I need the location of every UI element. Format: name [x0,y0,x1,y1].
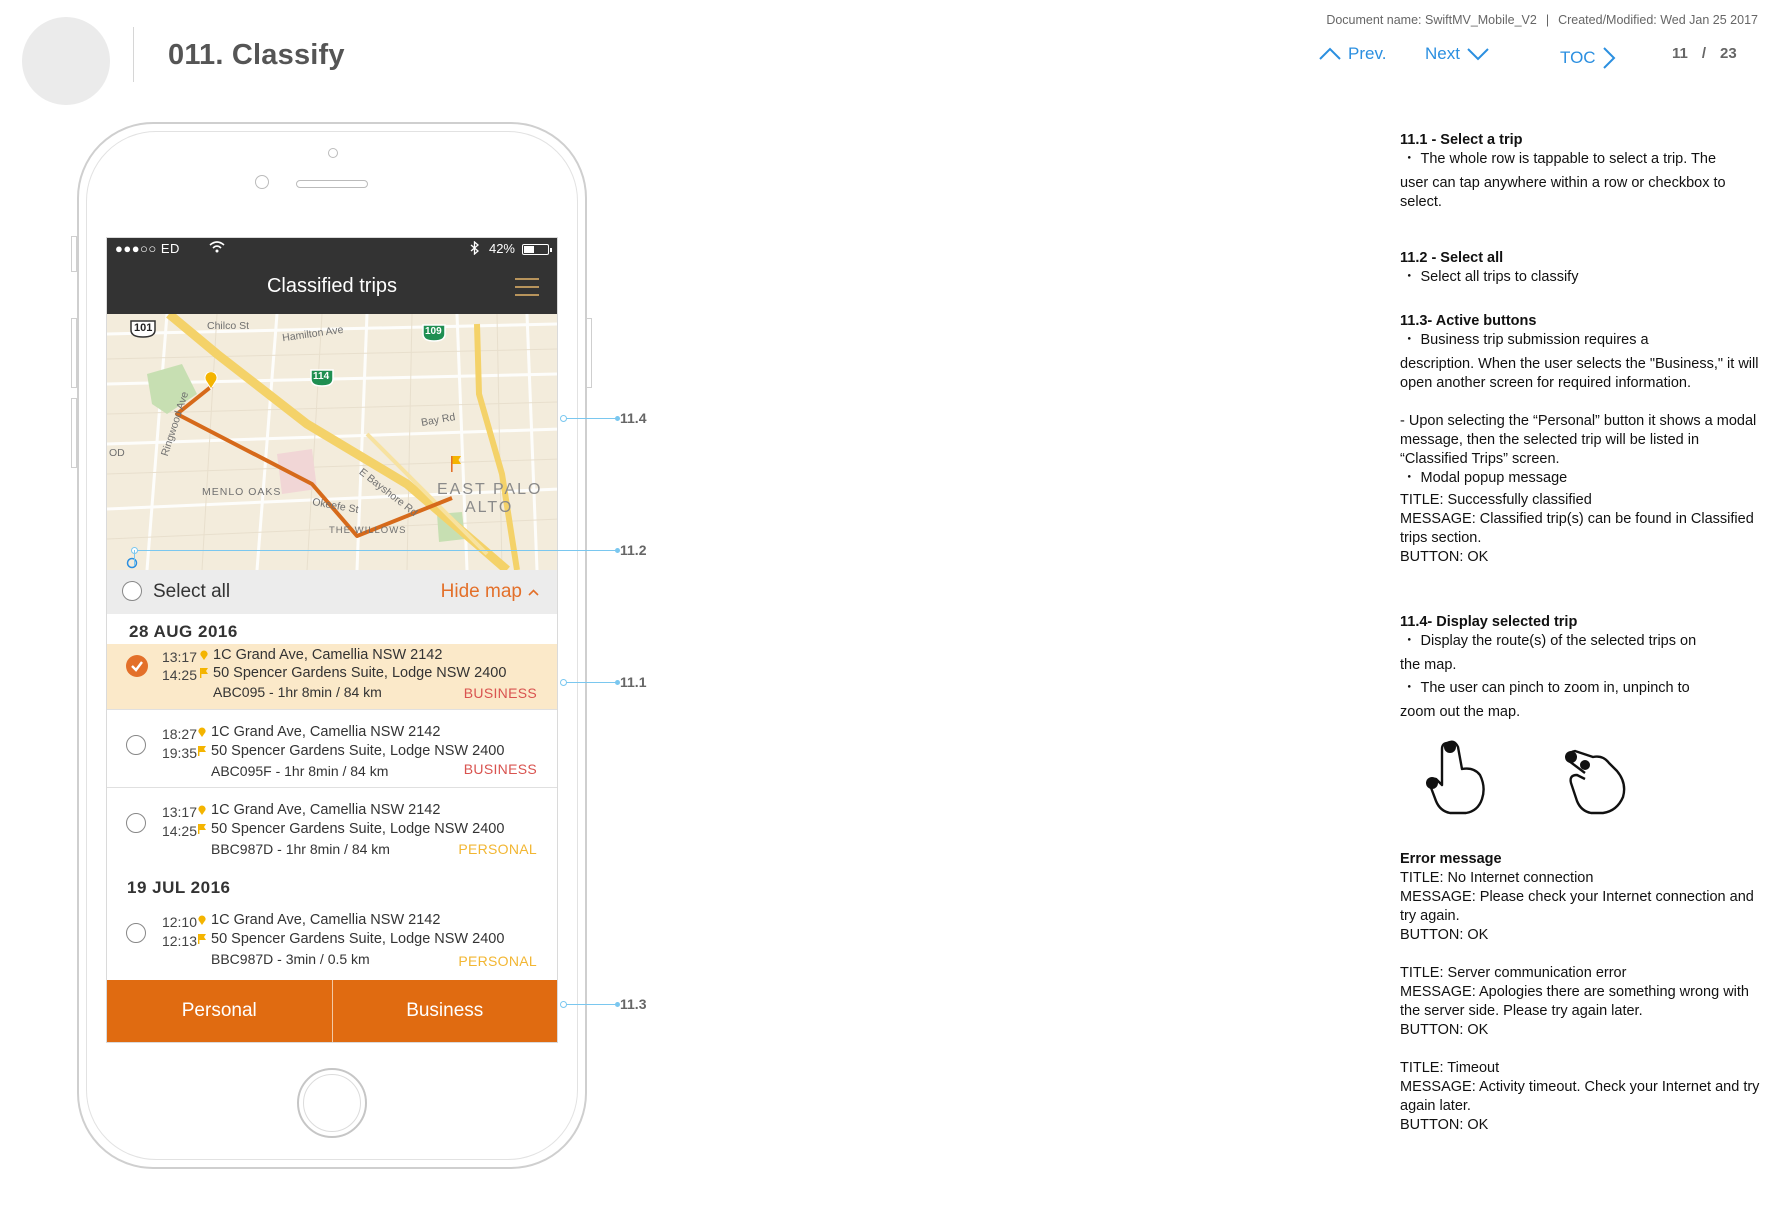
hamburger-menu-icon[interactable] [515,278,539,296]
note-text: BUTTON: OK [1400,1117,1489,1133]
callout-line-11-2 [134,550,617,551]
note-text: MESSAGE: Activity timeout. Check your Internet and try again later. [1400,1079,1760,1114]
header-divider [133,27,134,82]
note-text: the map. [1400,657,1457,673]
select-all-bar[interactable] [107,570,557,614]
street-label: Chilco St [207,320,250,332]
street-label: Hamilton Ave [281,323,345,345]
document-meta [1326,13,1758,27]
trip-row[interactable] [107,788,557,866]
trip-start-time: 18:27 [161,726,197,742]
pinch-zoom-out-gesture-icon [1555,735,1635,817]
note-text: BUTTON: OK [1400,927,1489,943]
note-bullet: ・ The user can pinch to zoom in, unpinch to [1400,679,1760,698]
neighborhood-label: MENLO OAKS [202,486,282,498]
trip-to-address: 50 Spencer Gardens Suite, Lodge NSW 2400 [213,665,507,681]
trip-from-address: 1C Grand Ave, Camellia NSW 2142 [211,802,441,818]
page-counter [1672,45,1737,62]
note-text: TITLE: Timeout [1400,1060,1500,1076]
note-bullet: ・ Modal popup message [1400,469,1760,488]
start-pin-icon [204,372,218,390]
chevron-down-icon [1466,47,1490,61]
note-bullet: ・ Select all trips to classify [1400,268,1760,287]
next-label: Next [1425,44,1460,63]
end-flag-icon [199,668,209,678]
note-11-3 [1400,312,1760,567]
carrier-signal: ●●●○○ ED [115,241,180,256]
note-text: MESSAGE: Please check your Internet connection and try again. [1400,889,1754,924]
status-bar [107,238,557,260]
note-bullet: ・ Display the route(s) of the selected trips on [1400,632,1760,651]
note-11-2 [1400,249,1760,287]
home-button[interactable] [297,1068,367,1138]
prev-label: Prev. [1348,44,1387,63]
page-total: 23 [1720,45,1737,62]
trip-end-time: 12:13 [161,933,197,949]
note-text: TITLE: Successfully classified [1400,492,1592,508]
volume-up-button [71,318,77,388]
page-title: 011. Classify [168,39,345,71]
chevron-up-icon [1318,47,1342,61]
select-all-label: Select all [153,581,231,602]
chevron-up-icon [528,589,539,596]
end-flag-icon [197,746,207,756]
next-link[interactable] [1425,44,1490,64]
street-label: Okeefe St [311,496,360,516]
trip-from-address: 1C Grand Ave, Camellia NSW 2142 [211,912,441,928]
toc-label: TOC [1560,48,1596,67]
trip-end-time: 19:35 [161,745,197,761]
trip-end-time: 14:25 [161,667,197,683]
meta-separator: | [1545,13,1550,27]
street-label: E Bayshore Rd [356,466,420,519]
location-marker-icon [126,557,138,569]
trip-row[interactable] [107,898,557,974]
trip-start-time: 13:17 [161,804,197,820]
start-pin-icon [197,805,207,815]
bluetooth-icon [470,241,479,258]
front-camera [255,175,269,189]
note-title: 11.1 - Select a trip [1400,132,1523,148]
page-slash: / [1701,45,1707,62]
earpiece-speaker [296,180,368,188]
hide-map-button[interactable] [441,581,539,603]
trip-category-badge: PERSONAL [458,953,537,969]
business-button[interactable]: Business [332,980,558,1042]
toc-link[interactable] [1560,46,1616,70]
note-text: TITLE: No Internet connection [1400,870,1594,886]
note-title: 11.2 - Select all [1400,250,1504,266]
note-text: MESSAGE: Classified trip(s) can be found in Classified trips section. [1400,511,1754,546]
note-text: zoom out the map. [1400,704,1521,720]
battery-percent: 42% [488,241,515,256]
trip-checkbox[interactable] [126,735,146,755]
chevron-right-icon [1602,46,1616,70]
note-title: Error message [1400,851,1502,867]
trip-row[interactable] [107,644,557,710]
trip-start-time: 13:17 [161,649,197,665]
shield-114-label: 114 [313,371,330,382]
date-header: 28 AUG 2016 [129,622,238,641]
end-flag-icon [197,934,207,944]
street-label: Bay Rd [420,411,457,429]
trip-meta: ABC095 - 1hr 8min / 84 km [213,684,382,700]
note-11-4 [1400,613,1760,722]
prev-link[interactable] [1318,44,1386,64]
trip-meta: BBC987D - 3min / 0.5 km [211,951,370,967]
note-text: description. When the user selects the "Business," it will open another screen for required information. [1400,356,1759,391]
note-bullet: ・ Business trip submission requires a [1400,331,1760,350]
page-current: 11 [1672,45,1688,62]
trip-map[interactable] [107,314,557,570]
callout-label-11-3: 11.3 [620,996,647,1012]
note-text: user can tap anywhere within a row or checkbox to select. [1400,175,1726,210]
end-flag-icon [449,455,463,473]
volume-down-button [71,398,77,468]
document-name: Document name: SwiftMV_Mobile_V2 [1326,13,1537,27]
note-bullet: ・ The whole row is tappable to select a trip. The [1400,150,1760,169]
trip-meta: ABC095F - 1hr 8min / 84 km [211,763,389,779]
callout-line-11-4 [563,418,617,419]
trip-category-badge: BUSINESS [463,761,537,777]
city-label: ALTO [465,499,514,516]
trip-to-address: 50 Spencer Gardens Suite, Lodge NSW 2400 [211,931,505,947]
app-title: Classified trips [266,275,398,297]
note-11-1 [1400,131,1760,212]
neighborhood-label: THE WILLOWS [329,525,407,536]
logo-placeholder [22,17,110,105]
trip-to-address: 50 Spencer Gardens Suite, Lodge NSW 2400 [211,743,505,759]
callout-line-11-1 [563,682,617,683]
start-pin-icon [197,915,207,925]
checkmark-icon [126,655,148,677]
start-pin-icon [197,727,207,737]
callout-line-11-3 [563,1004,617,1005]
date-header: 19 JUL 2016 [127,878,231,897]
trip-start-time: 12:10 [161,914,197,930]
checked-checkbox[interactable] [126,655,148,677]
hide-map-label: Hide map [440,581,522,602]
trip-category-badge: BUSINESS [463,685,537,701]
note-text: MESSAGE: Apologies there are something wrong with the server side. Please try again later. [1400,984,1749,1019]
personal-button[interactable]: Personal [181,1000,257,1021]
trip-checkbox[interactable] [126,923,146,943]
street-label: Ringwood Ave [159,390,192,458]
note-text: TITLE: Server communication error [1400,965,1627,981]
neighborhood-label: OD [109,447,125,459]
callout-label-11-2: 11.2 [620,542,647,558]
pinch-zoom-in-gesture-icon [1420,735,1490,817]
note-text: BUTTON: OK [1400,549,1489,565]
mute-switch [71,236,77,272]
trip-checkbox[interactable] [126,813,146,833]
start-pin-icon [199,650,209,660]
trip-meta: BBC987D - 1hr 8min / 84 km [211,841,390,857]
proximity-sensor [328,148,338,158]
created-modified: Created/Modified: Wed Jan 25 2017 [1558,13,1758,27]
battery-icon [522,244,549,255]
trip-row[interactable] [107,710,557,788]
note-title: 11.3- Active buttons [1400,313,1537,329]
select-all-checkbox[interactable] [122,581,142,601]
note-text: - Upon selecting the “Personal” button it shows a modal message, then the selected trip will be listed in “Classified Trips” screen. [1400,413,1757,467]
note-title: 11.4- Display selected trip [1400,614,1578,630]
trip-from-address: 1C Grand Ave, Camellia NSW 2142 [211,724,441,740]
callout-label-11-4: 11.4 [620,410,647,426]
trip-from-address: 1C Grand Ave, Camellia NSW 2142 [213,647,443,663]
shield-109-label: 109 [425,326,442,337]
callout-connector-11-2 [134,550,135,566]
trip-category-badge: PERSONAL [458,841,537,857]
note-text: BUTTON: OK [1400,1022,1489,1038]
trip-to-address: 50 Spencer Gardens Suite, Lodge NSW 2400 [211,821,505,837]
app-screen [106,237,558,1043]
app-bar [107,260,557,314]
wifi-icon [209,241,225,256]
note-errors [1400,850,1760,1135]
shield-101-label: 101 [134,322,153,334]
trip-end-time: 14:25 [161,823,197,839]
city-label: EAST PALO [437,481,543,498]
callout-label-11-1: 11.1 [620,674,647,690]
power-button [586,318,592,388]
end-flag-icon [197,824,207,834]
classify-button-bar [107,980,557,1042]
